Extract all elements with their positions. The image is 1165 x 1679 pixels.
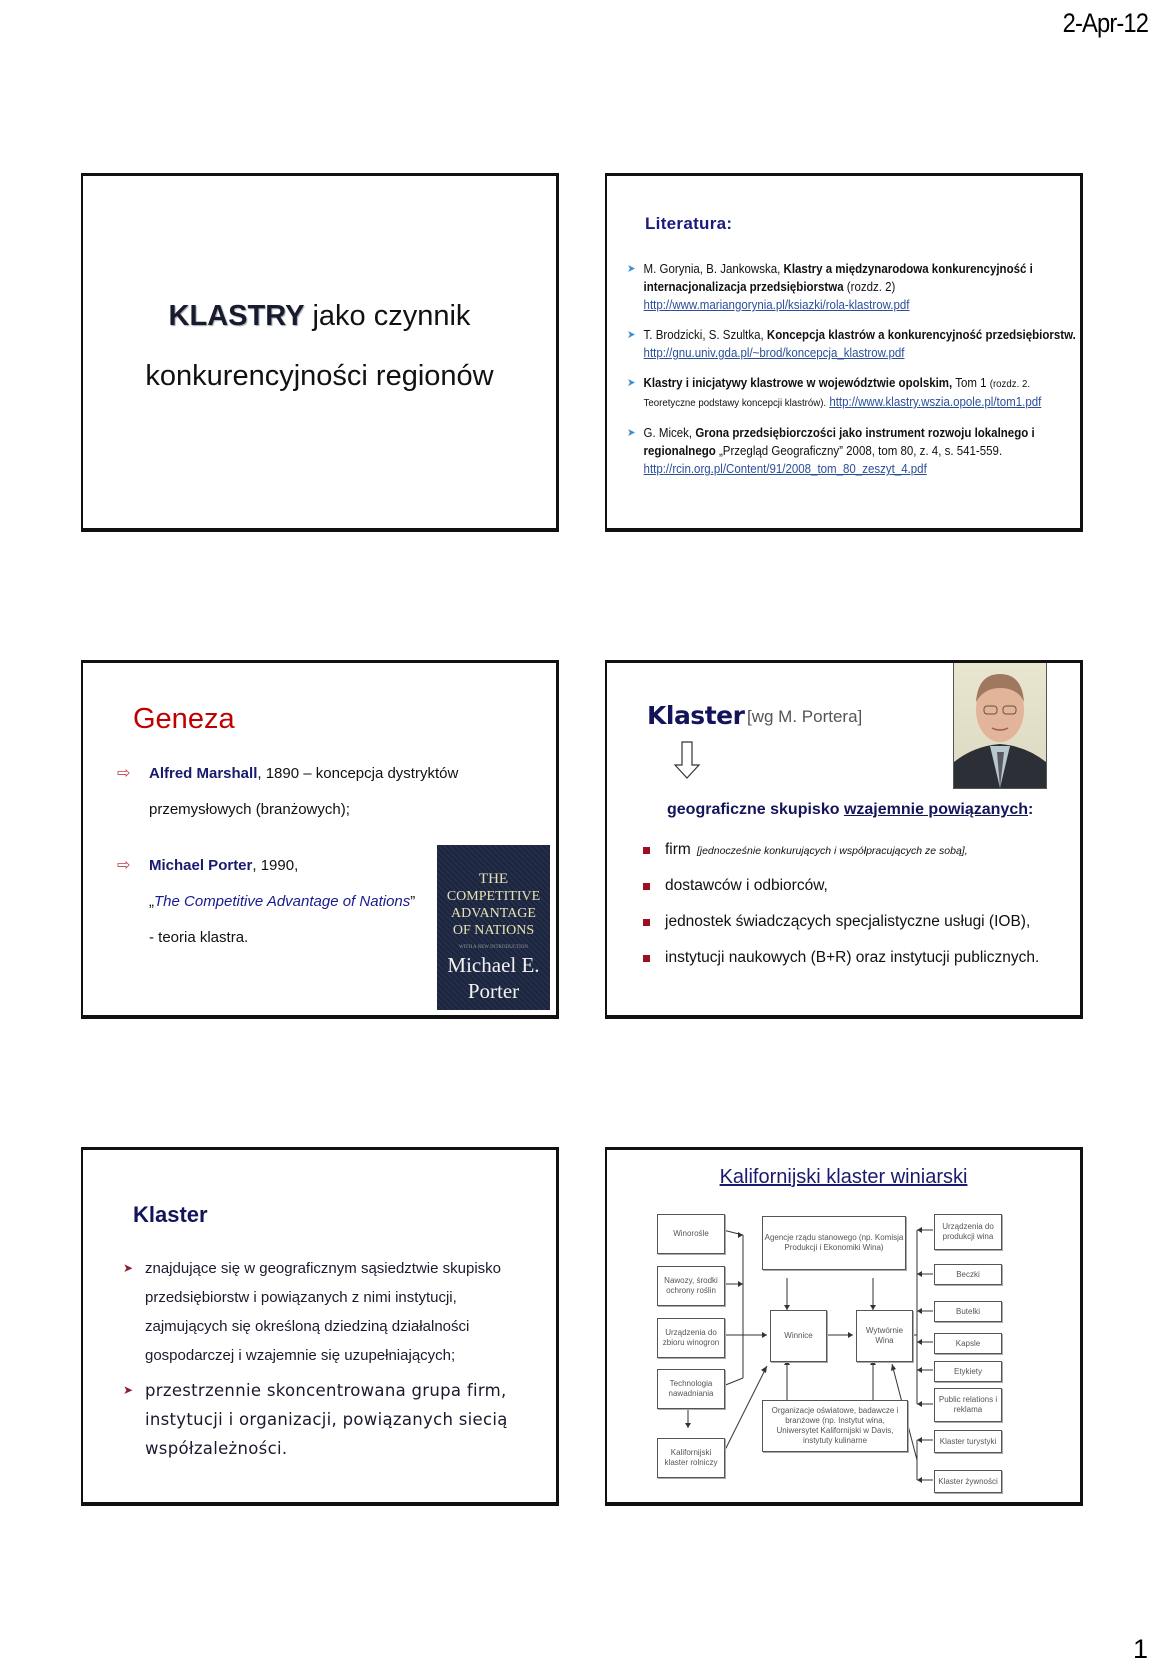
- diagram-box-public-relations: Public relations i reklama: [934, 1388, 1002, 1422]
- literature-item: ➤ T. Brodzicki, S. Szultka, Koncepcja klastrów a konkurencyjność przedsiębiorstw. http://gnu.univ.gda.pl/~brod/koncepcja_klastrow.pdf: [627, 328, 1076, 360]
- diagram-box-beczki: Beczki: [934, 1264, 1002, 1285]
- literature-list: [627, 260, 1076, 490]
- page-number: 1: [1132, 1634, 1148, 1664]
- hollow-arrow-icon: ⇨: [117, 765, 131, 782]
- arrow-bullet-icon: ➤: [627, 329, 636, 341]
- list-item: jednostek świadczących specjalistyczne usługi (IOB),: [643, 913, 1039, 949]
- porter-portrait-image: [953, 661, 1047, 789]
- klaster-subheading: [wg M. Portera]: [747, 707, 863, 726]
- list-item: firm [jednocześnie konkurujących i współpracujących ze sobą],: [643, 841, 1039, 877]
- square-bullet-icon: [643, 919, 650, 926]
- slide-4-klaster-porter: [605, 660, 1083, 1019]
- diagram-box-etykiety: Etykiety: [934, 1361, 1002, 1382]
- square-bullet-icon: [643, 847, 650, 854]
- arrow-bullet-icon: ➤: [627, 263, 636, 275]
- slide-2-literature: [605, 173, 1083, 532]
- arrow-bullet-icon: ➤: [627, 377, 636, 389]
- literature-item: ➤ M. Gorynia, B. Jankowska, Klastry a międzynarodowa konkurencyjność i internacjonalizacja przedsiębiorstwa (rozdz. 2) http://www.mariangorynia.pl/ksiazki/rola-klastrow.pdf: [627, 262, 1033, 312]
- down-arrow-icon: [673, 741, 701, 779]
- klaster-heading: Klaster: [647, 701, 745, 730]
- diagram-box-winorosle: Winorośle: [657, 1214, 725, 1254]
- slide-5-klaster-definition: [81, 1147, 559, 1506]
- klaster-heading: Klaster: [133, 1202, 208, 1227]
- literature-link[interactable]: http://www.klastry.wszia.opole.pl/tom1.pdf: [829, 395, 1042, 409]
- list-item: ➤ przestrzennie skoncentrowana grupa firm, instytucji i organizacji, powiązanych siecią współzależności.: [123, 1376, 508, 1463]
- diagram-box-klaster-turystyki: Klaster turystyki: [934, 1430, 1002, 1453]
- literature-link[interactable]: http://gnu.univ.gda.pl/~brod/koncepcja_klastrow.pdf: [643, 346, 905, 360]
- diagram-box-winnice: Winnice: [770, 1310, 827, 1362]
- diagram-box-klaster-rolniczy: Kalifornijski klaster rolniczy: [657, 1438, 725, 1478]
- literature-heading: Literatura:: [645, 214, 733, 233]
- arrow-bullet-icon: ➤: [627, 427, 636, 439]
- diagram-box-urzadzenia-zbioru: Urządzenia do zbioru winogron: [657, 1318, 725, 1358]
- diagram-box-kapsle: Kapsle: [934, 1333, 1002, 1354]
- literature-link[interactable]: http://www.mariangorynia.pl/ksiazki/rola-klastrow.pdf: [643, 298, 910, 312]
- literature-item: ➤ Klastry i inicjatywy klastrowe w województwie opolskim, Tom 1 (rozdz. 2. Teoretyczne podstawy koncepcji klastrów). http://www.klastry.wszia.opole.pl/tom1.pdf: [627, 376, 1042, 409]
- list-item: ➤ znajdujące się w geograficznym sąsiedztwie skupisko przedsiębiorstw i powiązanych z nimi instytucji, zajmujących się określoną dziedziną działalności gospodarczej i wzajemnie się uzupełniających;: [123, 1254, 508, 1370]
- wine-cluster-title: Kalifornijski klaster winiarski: [719, 1166, 968, 1188]
- book-cover-image: THE COMPETITIVE ADVANTAGE OF NATIONS WITH A NEW INTRODUCTION Michael E. Porter: [437, 845, 550, 1010]
- document-date: 2-Apr-12: [1062, 8, 1148, 38]
- slide-3-geneza: Geneza ⇨ Alfred Marshall, 1890 – koncepcja dystryktów przemysłowych (branżowych); ⇨ Michael Porter, 1990, „The Competitive Advantage of Nations” - teoria klastra. THE COMPETITIVE ADVANTAGE OF NATIONS WITH A NEW INTRODUCTION Michael E. Porter: [81, 660, 559, 1019]
- square-bullet-icon: [643, 955, 650, 962]
- literature-link[interactable]: http://rcin.org.pl/Content/91/2008_tom_80_zeszyt_4.pdf: [643, 462, 927, 476]
- list-item: dostawców i odbiorców,: [643, 877, 1039, 913]
- diagram-box-urzadzenia-produkcji: Urządzenia do produkcji wina: [934, 1214, 1002, 1250]
- slide-6-wine-cluster: [605, 1147, 1083, 1506]
- list-item: instytucji naukowych (B+R) oraz instytucji publicznych.: [643, 949, 1039, 985]
- geneza-heading: Geneza: [133, 703, 235, 735]
- diagram-box-klaster-zywnosci: Klaster żywności: [934, 1470, 1002, 1493]
- arrow-bullet-icon: ➤: [123, 1383, 134, 1397]
- slide-1-title: [81, 173, 559, 532]
- klaster-components-list: [643, 841, 1039, 985]
- geo-definition: geograficzne skupisko wzajemnie powiązanych:: [667, 801, 1034, 818]
- diagram-box-wytwornie: Wytwórnie Wina: [856, 1310, 913, 1362]
- diagram-box-butelki: Butelki: [934, 1301, 1002, 1322]
- presentation-title: KLASTRY jako czynnik konkurencyjności regionów: [145, 300, 494, 392]
- arrow-bullet-icon: ➤: [123, 1261, 134, 1275]
- diagram-box-technologia: Technologia nawadniania: [657, 1369, 725, 1409]
- diagram-box-nawozy: Nawozy, środki ochrony roślin: [657, 1266, 725, 1306]
- diagram-box-agencje: Agencje rządu stanowego (np. Komisja Produkcji i Ekonomiki Wina): [762, 1216, 906, 1270]
- diagram-box-organizacje: Organizacje oświatowe, badawcze i branżowe (np. Instytut wina, Uniwersytet Kalifornijski w Davis, instytuty kulinarne: [762, 1400, 908, 1452]
- hollow-arrow-icon: ⇨: [117, 857, 131, 874]
- literature-item: ➤ G. Micek, Grona przedsiębiorczości jako instrument rozwoju lokalnego i regionalnego „Przegląd Geograficzny” 2008, tom 80, z. 4, s. 541-559. http://rcin.org.pl/Content/91/2008_tom_80_zeszyt_4.pdf: [627, 426, 1035, 476]
- definition-list: [123, 1254, 508, 1463]
- square-bullet-icon: [643, 883, 650, 890]
